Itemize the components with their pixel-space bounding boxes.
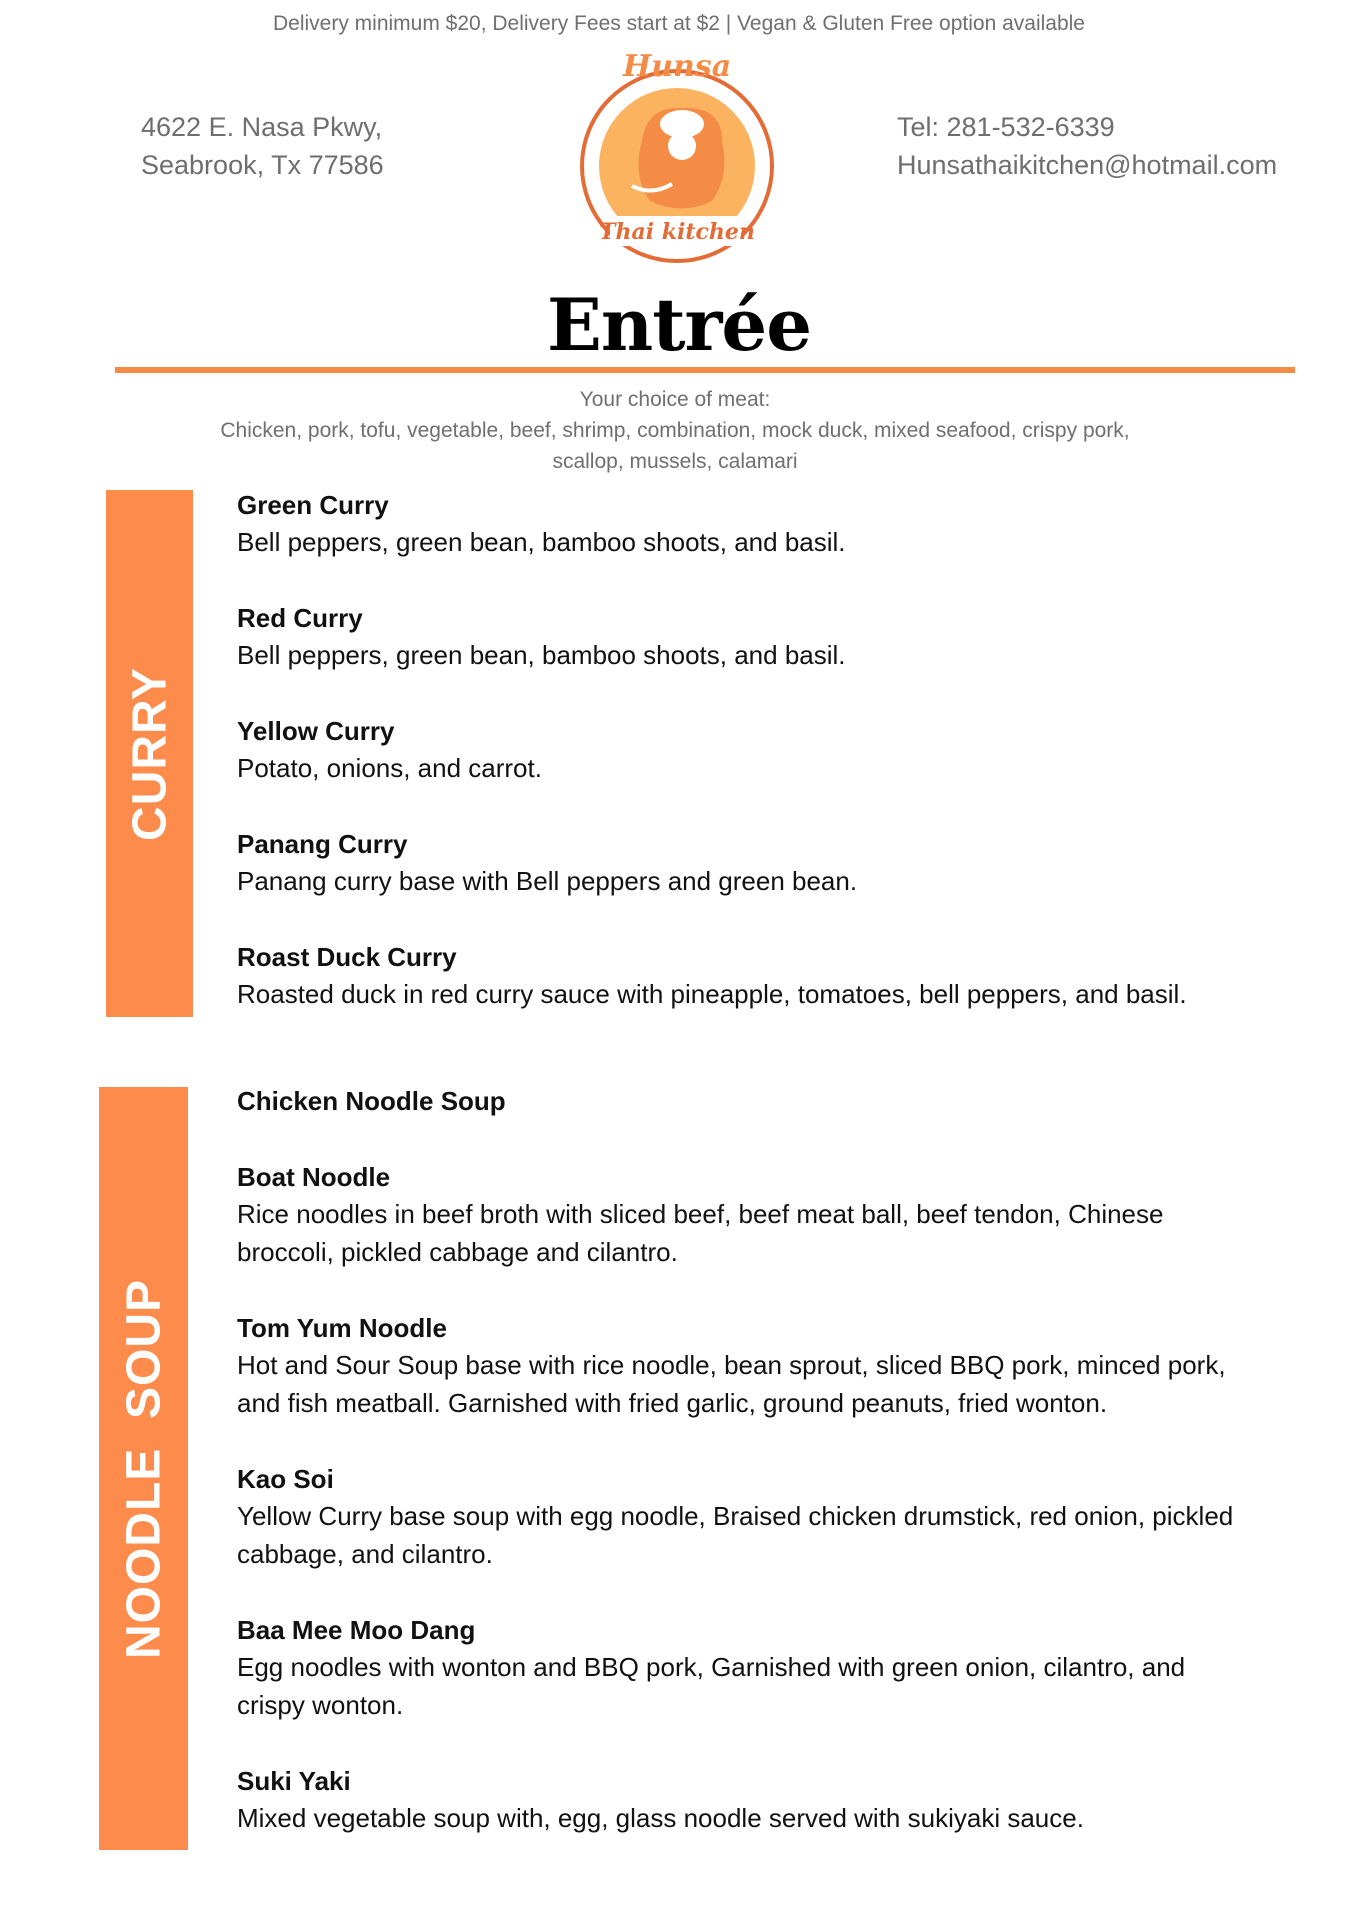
item-description-line-1: Hot and Sour Soup base with rice noodle, bean sprout, sliced BBQ pork, minced pork, <box>237 1350 1226 1380</box>
item-description: Mixed vegetable soup with, egg, glass noodle served with sukiyaki sauce. <box>237 1803 1084 1833</box>
meat-intro: Your choice of meat: <box>579 388 771 411</box>
item-name: Yellow Curry <box>237 716 395 746</box>
phone-number: Tel: 281-532-6339 <box>897 112 1115 142</box>
item-name: Boat Noodle <box>237 1162 391 1192</box>
logo-chef-face <box>668 132 696 160</box>
address-line-1: 4622 E. Nasa Pkwy, <box>141 112 383 142</box>
menu-item-tom-yum-noodle <box>237 1310 1307 1422</box>
item-description-line-1: Yellow Curry base soup with egg noodle, Braised chicken drumstick, red onion, pickled <box>237 1501 1234 1531</box>
noodle-soup-section-label: NOODLE SOUP <box>117 1278 170 1659</box>
item-name: Suki Yaki <box>237 1766 351 1796</box>
item-description: Bell peppers, green bean, bamboo shoots, and basil. <box>237 527 846 557</box>
curry-section-band <box>106 490 193 1017</box>
contact-block <box>897 108 1277 184</box>
item-name: Kao Soi <box>237 1464 334 1494</box>
noodle-soup-section-band <box>99 1087 188 1850</box>
meat-options-line-2: scallop, mussels, calamari <box>552 450 798 473</box>
meat-choice-block <box>140 384 1210 477</box>
menu-item-baa-mee-moo-dang <box>237 1612 1307 1724</box>
menu-item-suki-yaki <box>237 1763 1307 1837</box>
item-name: Green Curry <box>237 490 389 520</box>
menu-item-panang-curry <box>237 826 1307 900</box>
item-description-line-2: crispy wonton. <box>237 1690 404 1720</box>
menu-item-roast-duck-curry <box>237 939 1307 1013</box>
menu-item-yellow-curry <box>237 713 1307 787</box>
item-description: Potato, onions, and carrot. <box>237 753 542 783</box>
menu-item-kao-soi <box>237 1461 1307 1573</box>
menu-item-red-curry <box>237 600 1307 674</box>
page-title: Entrée <box>546 282 812 367</box>
item-description: Roasted duck in red curry sauce with pineapple, tomatoes, bell peppers, and basil. <box>237 979 1187 1009</box>
item-description-line-1: Rice noodles in beef broth with sliced beef, beef meat ball, beef tendon, Chinese <box>237 1199 1164 1229</box>
item-description: Bell peppers, green bean, bamboo shoots, and basil. <box>237 640 846 670</box>
item-name: Chicken Noodle Soup <box>237 1086 506 1116</box>
curry-section-label: CURRY <box>123 666 176 841</box>
meat-options-line-1: Chicken, pork, tofu, vegetable, beef, shrimp, combination, mock duck, mixed seafood, crispy pork, <box>220 419 1130 442</box>
address-block <box>141 108 384 184</box>
logo-top-text: Hunsa <box>622 49 732 84</box>
menu-item-chicken-noodle-soup <box>237 1083 1307 1119</box>
item-description: Panang curry base with Bell peppers and green bean. <box>237 866 858 896</box>
title-divider <box>115 367 1295 373</box>
menu-item-boat-noodle <box>237 1159 1307 1271</box>
delivery-note: Delivery minimum $20, Delivery Fees start at $2 | Vegan & Gluten Free option available <box>272 12 1085 35</box>
item-name: Roast Duck Curry <box>237 942 457 972</box>
item-description-line-2: cabbage, and cilantro. <box>237 1539 493 1569</box>
item-description-line-1: Egg noodles with wonton and BBQ pork, Garnished with green onion, cilantro, and <box>237 1652 1186 1682</box>
item-description-line-2: and fish meatball. Garnished with fried garlic, ground peanuts, fried wonton. <box>237 1388 1108 1418</box>
item-name: Panang Curry <box>237 829 408 859</box>
menu-item-green-curry <box>237 487 1307 561</box>
logo-bottom-text: Thai kitchen <box>599 219 755 245</box>
email-address: Hunsathaikitchen@hotmail.com <box>897 150 1278 180</box>
item-name: Baa Mee Moo Dang <box>237 1615 476 1645</box>
item-description-line-2: broccoli, pickled cabbage and cilantro. <box>237 1237 678 1267</box>
item-name: Tom Yum Noodle <box>237 1313 447 1343</box>
address-line-2: Seabrook, Tx 77586 <box>141 150 384 180</box>
hunsa-logo <box>572 46 782 271</box>
item-name: Red Curry <box>237 603 363 633</box>
